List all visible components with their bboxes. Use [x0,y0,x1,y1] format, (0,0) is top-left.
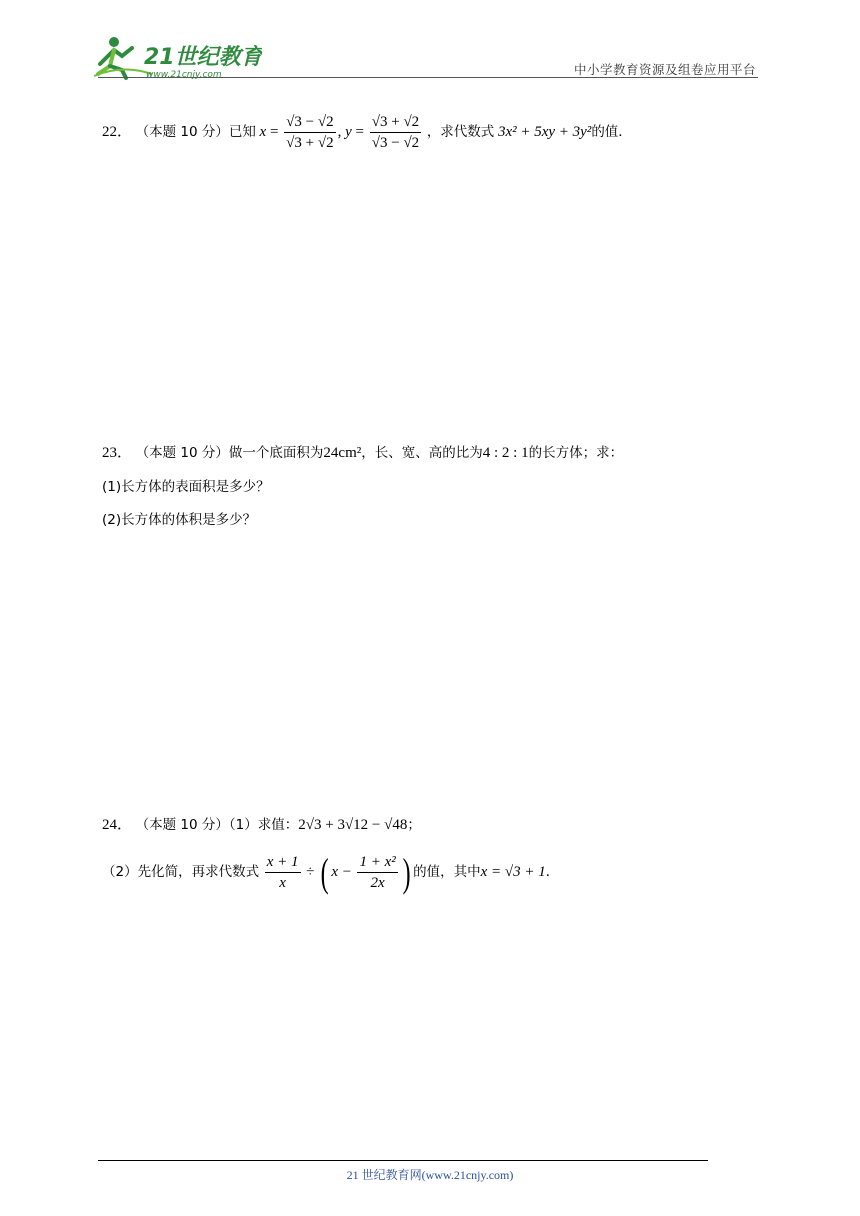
q22-y-numerator: √3 + √2 [370,112,421,133]
q22-x-denominator: √3 + √2 [286,135,334,151]
q22-end: 的值． [591,123,632,140]
q24-score: （本题 10 分） [135,817,229,833]
question-23 [102,443,623,463]
q22-ask: ，求代数式 [426,123,495,140]
question-22: 22． （本题 10 分）已知 x = $\frac{√3 - √2}{√3 + √2}$ , y = $\frac{√3 + √2}{√3 - √2}$ ，求代数式 3x² + 5xy + 3y²的值． [102,114,632,151]
q23-area: 24cm² [323,445,362,461]
logo-url: www.21cnjy.com [146,70,222,80]
q24-frac1-denominator: x [279,875,286,891]
q24-fraction-2 [357,852,397,893]
runner-logo-icon [92,34,262,82]
q22-y-denominator: √3 − √2 [371,135,420,151]
q23-part2: (2)长方体的体积是多少？ [102,512,257,528]
q24-part1-label: （1）求值： [228,817,299,833]
q24-right-paren: ) [402,849,411,895]
q24-part2 [102,849,560,895]
platform-title: 中小学教育资源及组卷应用平台 [573,62,756,77]
q23-text-a: 做一个底面积为 [228,445,324,461]
question-24 [102,815,421,835]
q24-frac1-numerator: x + 1 [265,852,301,873]
q24-number: 24． [102,817,133,833]
q23-part1: (1)长方体的表面积是多少？ [102,479,270,495]
q22-x-var: x [259,123,267,140]
q23-score: （本题 10 分） [135,445,229,461]
footer-divider [98,1160,708,1161]
q22-y-fraction [370,112,421,153]
q22-x-fraction [284,112,335,153]
q22-score: （本题 10 分） [135,123,229,140]
header-divider [98,77,758,78]
q24-frac2-denominator: 2x [370,875,385,891]
footer-link[interactable]: 21 世纪教育网(www.21cnjy.com) [346,1168,514,1182]
q23-text-c: 的长方体；求： [528,445,624,461]
q24-divide-sign: ÷ [306,863,315,880]
q24-part2-end: ． [545,863,560,880]
q24-part2-label: （2）先化简，再求代数式 [102,863,260,880]
q24-part2-mid: 的值，其中 [413,863,481,880]
q24-left-paren: ( [320,849,329,895]
q22-y-var: y [345,123,352,140]
q24-part1-expression: 2√3 + 3√12 − √48 [298,817,408,833]
q22-intro: 已知 [228,123,256,140]
q22-x-numerator: √3 − √2 [284,112,335,133]
q23-ratio: 4 : 2 : 1 [482,445,529,461]
q22-number: 22． [102,123,133,140]
q24-fraction-1 [265,852,301,893]
q24-condition: x = √3 + 1 [480,863,546,880]
q23-text-b: ，长、宽、高的比为 [361,445,483,461]
q23-number: 23． [102,445,133,461]
q22-expression: 3x² + 5xy + 3y² [497,123,592,140]
q24-frac2-numerator: 1 + x² [357,852,397,873]
q24-part1-end: ； [407,817,421,833]
logo-wordmark: 21世纪教育 [144,45,262,70]
q24-inner-x: x − [331,863,352,880]
site-logo [92,34,262,82]
